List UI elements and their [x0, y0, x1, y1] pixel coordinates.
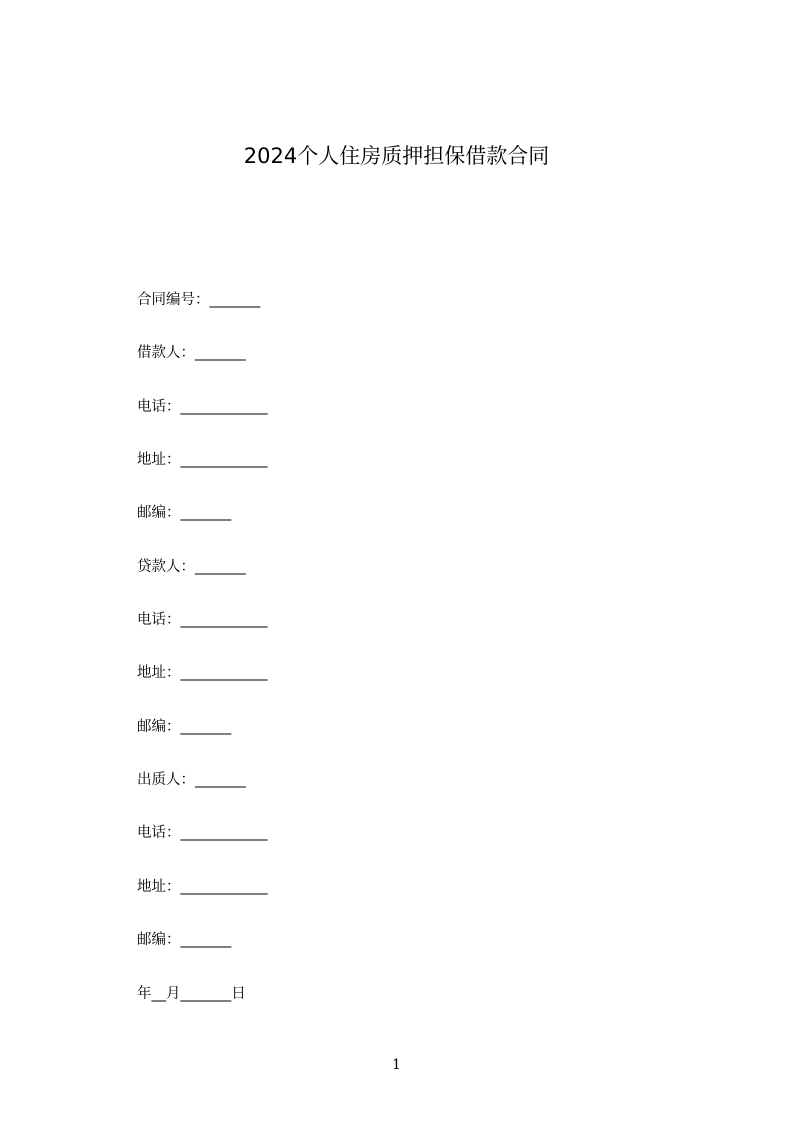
contract-number-line: 合同编号：_______ — [137, 292, 261, 308]
lender-postcode-line: 邮编：_______ — [137, 719, 232, 735]
lender-address-line: 地址：____________ — [137, 665, 268, 681]
lender-line: 贷款人：_______ — [137, 559, 246, 575]
page-number: 1 — [392, 1057, 401, 1073]
date-line: 年__月_______日 — [137, 986, 246, 1002]
borrower-line: 借款人：_______ — [137, 345, 246, 361]
borrower-address-line: 地址：____________ — [137, 452, 268, 468]
lender-phone-line: 电话：____________ — [137, 612, 268, 628]
document-title: 2024个人住房质押担保借款合同 — [243, 144, 550, 168]
pledgor-postcode-line: 邮编：_______ — [137, 932, 232, 948]
pledgor-address-line: 地址：____________ — [137, 879, 268, 895]
pledgor-phone-line: 电话：____________ — [137, 825, 268, 841]
borrower-postcode-line: 邮编：_______ — [137, 505, 232, 521]
pledgor-line: 出质人：_______ — [137, 772, 246, 788]
borrower-phone-line: 电话：____________ — [137, 399, 268, 415]
